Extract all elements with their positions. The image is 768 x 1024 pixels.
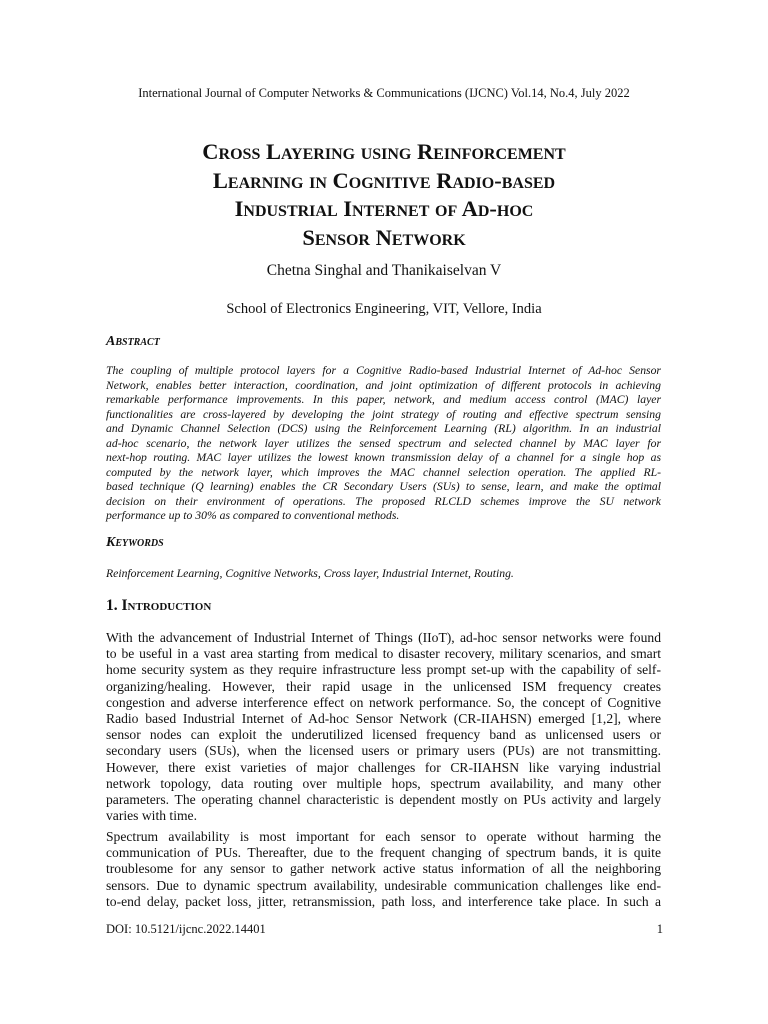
paragraph-line: troublesome for any sensor to gather network active status information of all the neighboring (106, 861, 661, 877)
abstract-line: next-hop routing. MAC layer utilizes the lowest known transmission delay of a channel for a single hop as (106, 451, 661, 465)
introduction-paragraph (106, 829, 661, 910)
affiliation: School of Electronics Engineering, VIT, Vellore, India (226, 301, 542, 317)
paragraph-line: secondary users (SUs), when the licensed users or primary users (PUs) are not transmitting. (106, 743, 661, 759)
paragraph-line: Radio based Industrial Internet of Ad-hoc Sensor Network (CR-IIAHSN) emerged [1,2], where (106, 711, 661, 727)
abstract-line: Network, enables better interaction, coordination, and joint optimization of different protocols in achieving (106, 378, 661, 392)
paragraph-line: to-end delay, packet loss, jitter, retransmission, path loss, and interference take place. In such a (106, 893, 661, 909)
title-line: Learning in Cognitive Radio-based (212, 167, 556, 193)
page-number: 1 (656, 922, 663, 936)
abstract-body (106, 364, 661, 524)
paragraph-line: parameters. The operating channel characteristic is dependent mostly on PUs activity and largely (106, 792, 661, 808)
paragraph-line: varies with time. (106, 808, 197, 824)
paragraph-line: network topology, data routing over multiple hops, spectrum availability, and many other (106, 775, 661, 791)
title-line: Industrial Internet of Ad-hoc (234, 196, 534, 221)
paragraph-line: With the advancement of Industrial Internet of Things (IIoT), ad-hoc sensor networks were found (106, 630, 661, 645)
paragraph-line: organizing/healing. However, their rapid usage in the unlicensed ISM frequency creates (106, 678, 661, 694)
paragraph-line: sensors. Due to dynamic spectrum availability, undesirable communication challenges like end- (106, 877, 661, 893)
introduction-paragraph (106, 630, 661, 824)
paragraph-line: to be useful in a vast area starting from medical to disaster recovery, military scenarios, and smart (106, 646, 661, 662)
paragraph-line: However, there exist varieties of major challenges for CR-IIAHSN like varying industrial (106, 759, 661, 775)
title-line: Sensor Network (302, 224, 466, 250)
paragraph-line: Spectrum availability is most important for each sensor to operate without harming the (106, 829, 661, 844)
abstract-line: The coupling of multiple protocol layers for a Cognitive Radio-based Industrial Internet of Ad-hoc Sensor (106, 364, 661, 377)
keywords-heading: Keywords (106, 535, 164, 550)
journal-header: International Journal of Computer Networks & Communications (IJCNC) Vol.14, No.4, July 2022 (138, 86, 630, 100)
abstract-line: ad-hoc scenario, the network layer utilizes the sensed spectrum and selected channel by MAC layer for (106, 436, 661, 450)
title-line: Cross Layering using Reinforcement (202, 139, 566, 164)
paragraph-line: communication of PUs. Thereafter, due to the frequent changing of spectrum bands, it is quite (106, 845, 661, 861)
paragraph-line: home security system as they require infrastructure less prompt set-up with the capability of self- (106, 662, 661, 678)
introduction-heading: 1. Introduction (106, 597, 212, 614)
abstract-line: remarkable performance improvements. In this paper, network, and medium access control (MAC) layer (106, 393, 661, 407)
paragraph-line: sensor nodes can exploit the underutilized licensed frequency band as unlicensed users or (106, 727, 661, 743)
footer-doi: DOI: 10.5121/ijcnc.2022.14401 (106, 922, 266, 936)
abstract-line: functionalities are cross-layered by developing the joint strategy of routing and effective spectrum sensing (106, 407, 661, 421)
abstract-line: performance up to 30% as compared to conventional methods. (106, 509, 400, 523)
abstract-line: based technique (Q learning) enables the CR Secondary Users (SUs) to sense, learn, and make the optimal (106, 480, 661, 494)
abstract-line: computed by the network layer, which improves the MAC channel selection operation. The applied RL- (106, 465, 661, 479)
abstract-heading: Abstract (106, 334, 160, 349)
paragraph-line: congestion and adverse interference effect on network performance. So, the concept of Cognitive (106, 694, 661, 710)
abstract-line: and Dynamic Channel Selection (DCS) using the Reinforcement Learning (RL) algorithm. In an industrial (106, 422, 661, 436)
paper-title (108, 138, 660, 252)
authors: Chetna Singhal and Thanikaiselvan V (266, 262, 502, 279)
abstract-line: decision on their environment of operations. The proposed RLCLD schemes improve the SU network (106, 494, 661, 508)
keywords-body: Reinforcement Learning, Cognitive Networks, Cross layer, Industrial Internet, Routing. (106, 567, 514, 580)
